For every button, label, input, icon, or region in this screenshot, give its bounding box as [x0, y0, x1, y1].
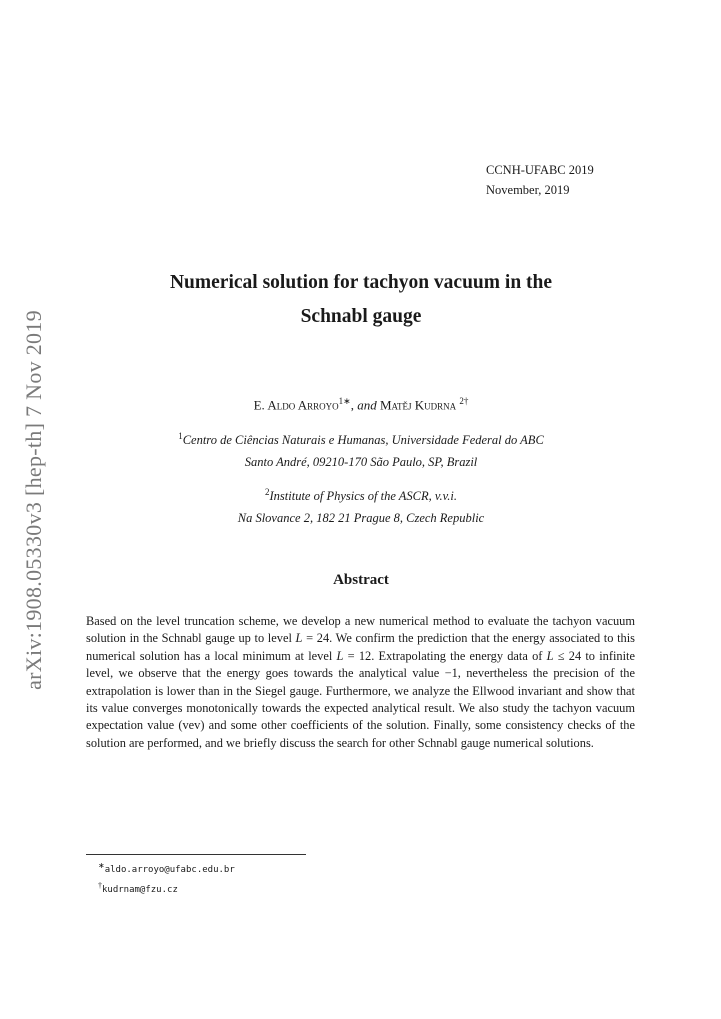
- preprint-date: November, 2019: [486, 183, 570, 197]
- footnote-divider: [86, 854, 306, 855]
- math-variable-L: L: [336, 648, 344, 663]
- affiliation-2-line-1: [86, 481, 636, 507]
- footnote-1-email: aldo.arroyo@ufabc.edu.br: [104, 865, 235, 875]
- abstract-segment: = 12. Extrapolating the energy data of: [343, 648, 547, 663]
- abstract-segment: Based on the level truncation scheme, we develop a new numerical method to evaluate the tachyon vacuum solution in the Schnabl gauge up to level: [86, 614, 635, 646]
- abstract-text: [86, 613, 635, 752]
- affiliation-2-mark: 2: [265, 487, 270, 497]
- math-variable-L: L: [546, 648, 554, 663]
- author-conjunction: and: [357, 397, 377, 413]
- footnote-2-email: kudrnam@fzu.cz: [102, 885, 178, 895]
- author-2-name: Matěj Kudrna: [379, 397, 457, 413]
- abstract-segment: ≤ 24 to infinite level, we observe that the energy goes towards the analytical value −1, nevertheless the precision of the extrapolation is lower than in the Siegel gauge. Furthermore, we analyze the Ellwood invariant and show that its value converges monotonically towards the expected analytical result. We also study the tachyon vacuum expectation value (vev) and some other coefficients of the solution. Finally, some consistency checks of the solution are performed, and we briefly discuss the search for other Schnabl gauge numerical solutions.: [86, 648, 636, 750]
- author-list: E. Aldo Arroyo$^{1∗}$, and Matěj Kudrna $^{2\dagger}$: [253, 396, 469, 413]
- footnote-1: [98, 858, 235, 878]
- affiliation-1-mark: 1: [178, 431, 183, 441]
- author-2-mark: 2†: [459, 396, 469, 406]
- title-line-2: Schnabl gauge: [300, 306, 422, 327]
- footnote-2: [98, 878, 235, 898]
- abstract-segment: = 24. We confirm the prediction that the energy associated to this numerical solution has a local minimum at level: [86, 631, 635, 663]
- arxiv-identifier-text: arXiv:1908.05330v3 [hep-th] 7 Nov 2019: [21, 310, 47, 690]
- author-1-mark: 1∗: [338, 396, 351, 406]
- preprint-info: [486, 160, 594, 200]
- affiliation-2: [86, 481, 636, 529]
- title-line-1: Numerical solution for tachyon vacuum in the: [169, 272, 553, 293]
- footnote-1-mark: ∗: [98, 861, 105, 870]
- affiliation-1-address: Santo André, 09210-170 São Paulo, SP, Brazil: [244, 455, 478, 470]
- abstract-heading: Abstract: [333, 572, 389, 588]
- preprint-number: CCNH-UFABC 2019: [486, 163, 594, 177]
- affiliation-1-institution: Centro de Ciências Naturais e Humanas, Universidade Federal do ABC: [182, 433, 544, 448]
- author-1-name: E. Aldo Arroyo: [253, 397, 339, 413]
- arxiv-identifier-stamp: [12, 310, 56, 690]
- footnotes: [98, 858, 235, 898]
- affiliation-1: [86, 425, 636, 473]
- math-variable-L: L: [295, 631, 303, 646]
- affiliation-1-line-1: [86, 425, 636, 451]
- paper-title: [86, 266, 636, 334]
- affiliation-2-institution: Institute of Physics of the ASCR, v.v.i.: [269, 489, 457, 504]
- footnote-2-mark: †: [98, 881, 102, 890]
- affiliation-2-address: Na Slovance 2, 182 21 Prague 8, Czech Republic: [237, 511, 485, 526]
